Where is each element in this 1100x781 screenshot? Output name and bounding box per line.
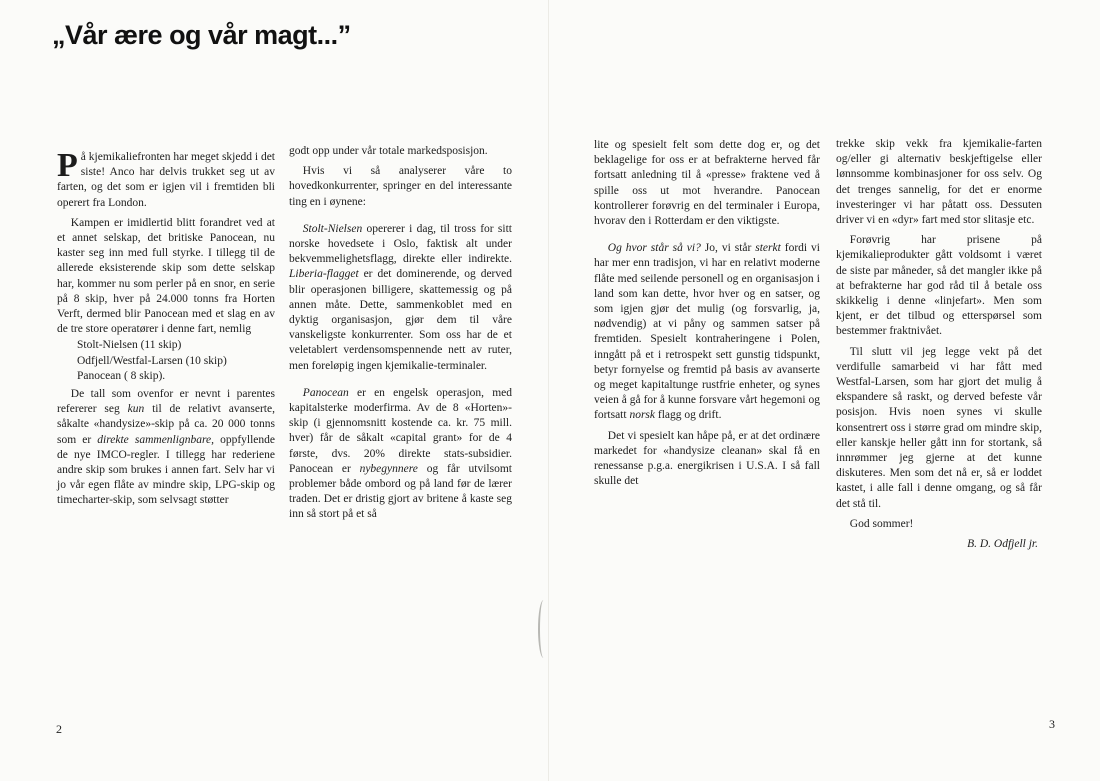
paragraph-2: Kampen er imidlertid blitt forandret ved at et annet selskap, det britiske Panocean, nu kaster seg inn med full styrke. I tillegg til de allerede eksisterende skip som dette selskap har, kommer nu som perler på en snor, en serie på 8 skip, hver på 24.000 tonns fra Horten Verft, dermed blir Panocean med et slag en av de tre store operatører i denne fart, nemlig (57, 216, 275, 336)
paragraph-1: godt opp under vår totale markedsposisjon. (289, 145, 488, 157)
closing-greeting: God sommer! (849, 517, 914, 530)
page-fold (548, 0, 549, 781)
paragraph-1: lite og spesielt felt som dette dog er, og det beklagelige for oss er at befrakterne herved får fortsatt anledning til å «presse» fraktene ved å spille oss ut mot hverandre. Panocean kontrollerer forøvrig en del terminaler i Europa, hvorav den i Rotterdam er den viktigste. (594, 139, 820, 228)
drop-cap: P (57, 147, 78, 184)
author-signature: B. D. Odfjell jr. (967, 538, 1038, 551)
list-item: Panocean ( 8 skip). (77, 369, 166, 382)
fleet-list (77, 338, 275, 384)
article-headline: „Vår ære og vår magt...” (52, 20, 351, 50)
column-1 (57, 147, 275, 509)
page-number-left: 2 (56, 722, 62, 736)
paragraph-3: De tall som ovenfor er nevnt i parentes refererer seg kun til de relativt avanserte, såkalte «handysize»-skip på ca. 20 000 tonns som er direkte sammenlignbare, oppfyllende de nye IMCO-regler. I tillegg har rederiene andre skip som brukes i annen fart. Selv har vi jo vår egen flåte av mindre skip, LPG-skip og timecharter-skip, som selvsagt støtter (57, 388, 275, 507)
scan-mark (538, 600, 549, 658)
list-item: Stolt-Nielsen (11 skip) (77, 339, 182, 352)
paragraph-3: Det vi spesielt kan håpe på, er at det ordinære markedet for «handysize cleanan» skal få en renessanse p.g.a. energikrisen i U.S.A. I så fall skulle det (594, 429, 820, 488)
paragraph-4: Panocean er en engelsk operasjon, med kapitalsterke moderfirma. Av de 8 «Horten»-skip (i gjennomsnitt kostende ca. kr. 75 mill. hver) får de såkalt «capital grant» for de 4 første, dvs. 20% direkte stats-subsidier. Panocean er nybegynnere og får utvilsomt problemer både ombord og på land før de lærer traden. Det er dristig gjort av britene å kaste seg inn så stort på et så (289, 386, 512, 521)
paragraph-3: Til slutt vil jeg legge vekt på det verdifulle samarbeid vi har fått med Westfal-Larsen, som har gjort det mulig å ekspandere så raskt, og derved befeste vår posisjon. Hvis noen synes vi skulle konsentrert oss i større grad om mindre skip, eller kanskje heller gått inn for stortank, så innrømmer jeg gjerne at det kunne diskuteres. Men som det nå er, så er loddet kastet, i alle fall i denne omgang, og så får det stå til. (836, 345, 1042, 510)
list-item: Odfjell/Westfal-Larsen (10 skip) (77, 354, 227, 367)
paragraph-1: På kjemikaliefronten har meget skjedd i det siste! Anco har delvis trukket seg ut av farten, og det som er igjen vil i fremtiden bli operert fra London. (57, 147, 275, 209)
paragraph-1: trekke skip vekk fra kjemikalie-farten og/eller gi alternativ beskjeftigelse eller lønnsomme kombinasjoner for oss selv. Og det trenges sannelig, for det er enorme investeringer vi har påtatt oss. Dessuten driver vi en «dyr» fart med stor slitasje etc. (836, 138, 1042, 227)
column-2 (289, 144, 512, 523)
paragraph-3: Stolt-Nielsen opererer i dag, til tross for sitt norske hovedsete i Oslo, faktisk alt under bekvemmelighetsflagg, direkte eller indirekte. Liberia-flagget er det dominerende, og derved blir operasjonen billigere, skattemessig og på annen måte. Dette, sammenkoblet med en dyktig organisasjon, gjør dem til våre vanskeligste konkurrenter. Som oss har de et veletablert verdensomspennende nett av ruter, men foreløpig ingen kjemikalie-terminaler. (289, 222, 512, 372)
page-number-right: 3 (1049, 717, 1055, 731)
paragraph-2: Forøvrig har prisene på kjemikalieprodukter gått voldsomt i været de siste par måneder, så det mangler ikke på at befrakterne har god råd til å betale oss skikkelig i denne «linjefart». Men som kjent, er det tilbud og etterspørsel som bestemmer fraktnivået. (836, 234, 1042, 338)
paragraph-2: Og hvor står så vi? Jo, vi står sterkt fordi vi har mer enn tradisjon, vi har en relativt moderne flåte med seilende personell og en organisasjon i land som kan dette, hvor hver og en satser, og som igjen gjør det mulig (og forsvarlig, ja, nødvendig) at vi påny og sammen satser på fremtiden. Spesielt kontraheringene i Polen, inngått på et i retrospekt sett gunstig tidspunkt, betyr fornyelse og fremtid på basis av avanserte og meget kapitaltunge rustfrie enheter, og synes veien å gå for å kunne forsvare vårt hegemoni og fortsatt norsk flagg og drift. (594, 242, 820, 422)
paragraph-2: Hvis vi så analyserer våre to hovedkonkurrenter, springer en del interessante ting en i øynene: (289, 165, 512, 208)
column-3 (594, 138, 820, 489)
column-4 (836, 137, 1042, 552)
